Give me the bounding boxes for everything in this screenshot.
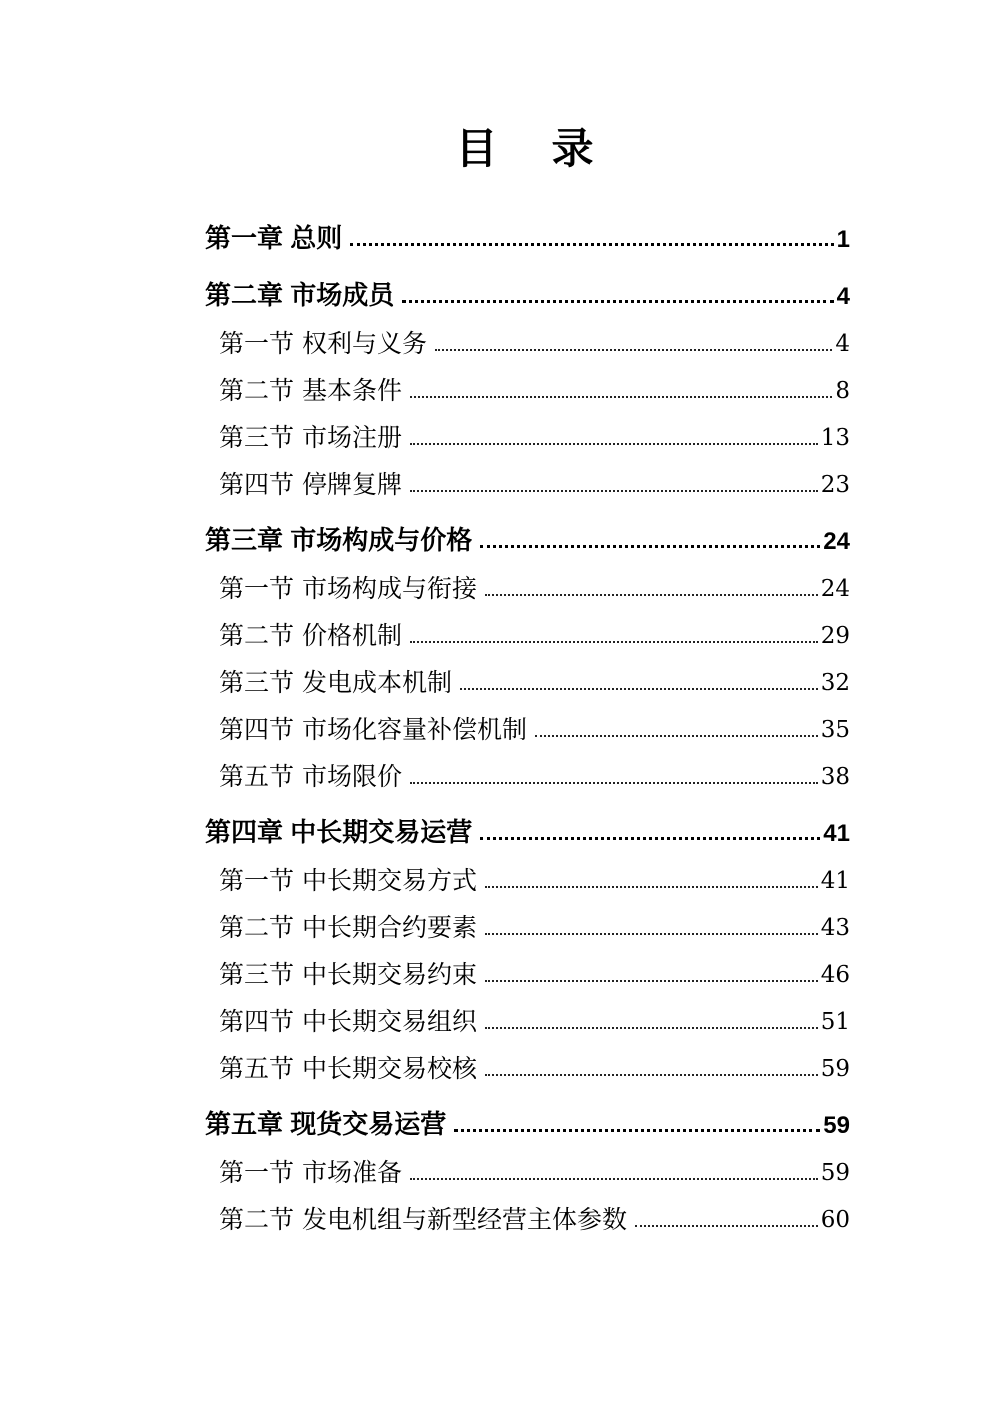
toc-entry-section[interactable]: [205, 894, 850, 941]
toc-entry-section[interactable]: [205, 847, 850, 894]
dot-leader: [485, 886, 818, 888]
toc-page-number: 29: [820, 622, 850, 649]
toc-entry-section[interactable]: [205, 941, 850, 988]
toc-entry-chapter[interactable]: [205, 263, 850, 310]
dot-leader: [435, 349, 832, 351]
toc-page-number: 13: [820, 424, 850, 451]
dot-leader: [480, 837, 820, 840]
toc-entry-label: 第一节 市场构成与衔接: [219, 573, 477, 603]
toc-entry-section[interactable]: [205, 555, 850, 602]
toc-entry-section[interactable]: [205, 696, 850, 743]
toc-entry-section[interactable]: [205, 451, 850, 498]
toc-page-number: 41: [820, 867, 850, 894]
dot-leader: [402, 300, 833, 303]
dot-leader: [410, 641, 818, 643]
dot-leader: [485, 1074, 818, 1076]
toc-entry-label: 第三节 发电成本机制: [219, 667, 452, 697]
toc-entry-label: 第一节 市场准备: [219, 1157, 402, 1187]
toc-entry-label: 第五节 市场限价: [219, 761, 402, 791]
toc-page-number: 60: [820, 1206, 850, 1233]
toc-page-number: 59: [823, 1111, 850, 1139]
toc-entry-chapter[interactable]: [205, 800, 850, 847]
toc-page-number: 1: [836, 225, 850, 253]
toc-entry-label: 第五章 现货交易运营: [205, 1109, 447, 1140]
toc-page-number: 46: [820, 961, 850, 988]
dot-leader: [485, 1027, 818, 1029]
toc-page-number: 4: [836, 282, 850, 310]
toc-entry-chapter[interactable]: [205, 206, 850, 253]
toc-entry-label: 第四节 停牌复牌: [219, 469, 402, 499]
toc-content: [205, 0, 850, 1233]
toc-entry-label: 第二章 市场成员: [205, 280, 395, 311]
toc-entry-label: 第二节 基本条件: [219, 375, 402, 405]
toc-entry-section[interactable]: [205, 357, 850, 404]
toc-page-number: 23: [820, 471, 850, 498]
toc-page-number: 32: [820, 669, 850, 696]
toc-entry-section[interactable]: [205, 1139, 850, 1186]
toc-list: [205, 206, 850, 1233]
toc-entry-section[interactable]: [205, 404, 850, 451]
toc-entry-section[interactable]: [205, 310, 850, 357]
dot-leader: [410, 1178, 818, 1180]
dot-leader: [480, 545, 820, 548]
toc-entry-section[interactable]: [205, 1186, 850, 1233]
toc-entry-chapter[interactable]: [205, 508, 850, 555]
toc-entry-label: 第三章 市场构成与价格: [205, 525, 473, 556]
toc-entry-label: 第二节 价格机制: [219, 620, 402, 650]
toc-entry-section[interactable]: [205, 988, 850, 1035]
toc-entry-section[interactable]: [205, 743, 850, 790]
toc-entry-label: 第二节 发电机组与新型经营主体参数: [219, 1204, 627, 1234]
toc-entry-section[interactable]: [205, 602, 850, 649]
toc-page-number: 43: [820, 914, 850, 941]
dot-leader: [460, 688, 818, 690]
toc-page-number: 8: [835, 377, 850, 404]
toc-entry-label: 第四章 中长期交易运营: [205, 817, 473, 848]
dot-leader: [350, 243, 833, 246]
dot-leader: [410, 782, 818, 784]
dot-leader: [635, 1225, 818, 1227]
dot-leader: [485, 594, 818, 596]
toc-entry-label: 第一节 中长期交易方式: [219, 865, 477, 895]
toc-page-number: 24: [820, 575, 850, 602]
toc-entry-label: 第三节 中长期交易约束: [219, 959, 477, 989]
toc-page-number: 4: [835, 330, 850, 357]
dot-leader: [535, 735, 818, 737]
dot-leader: [454, 1129, 820, 1132]
toc-entry-label: 第一章 总则: [205, 223, 343, 254]
toc-entry-label: 第二节 中长期合约要素: [219, 912, 477, 942]
dot-leader: [410, 443, 818, 445]
dot-leader: [410, 396, 832, 398]
dot-leader: [485, 980, 818, 982]
toc-page-number: 24: [823, 527, 850, 555]
toc-page-number: 51: [820, 1008, 850, 1035]
toc-page-number: 41: [823, 819, 850, 847]
toc-entry-section[interactable]: [205, 1035, 850, 1082]
toc-page-number: 59: [820, 1159, 850, 1186]
toc-entry-label: 第三节 市场注册: [219, 422, 402, 452]
toc-page-number: 35: [820, 716, 850, 743]
toc-entry-label: 第四节 中长期交易组织: [219, 1006, 477, 1036]
toc-entry-label: 第四节 市场化容量补偿机制: [219, 714, 527, 744]
dot-leader: [485, 933, 818, 935]
toc-entry-section[interactable]: [205, 649, 850, 696]
toc-page-number: 38: [820, 763, 850, 790]
toc-page-number: 59: [820, 1055, 850, 1082]
toc-entry-label: 第五节 中长期交易校核: [219, 1053, 477, 1083]
toc-entry-chapter[interactable]: [205, 1092, 850, 1139]
toc-entry-label: 第一节 权利与义务: [219, 328, 427, 358]
dot-leader: [410, 490, 818, 492]
page-title: 目 录: [455, 124, 600, 173]
